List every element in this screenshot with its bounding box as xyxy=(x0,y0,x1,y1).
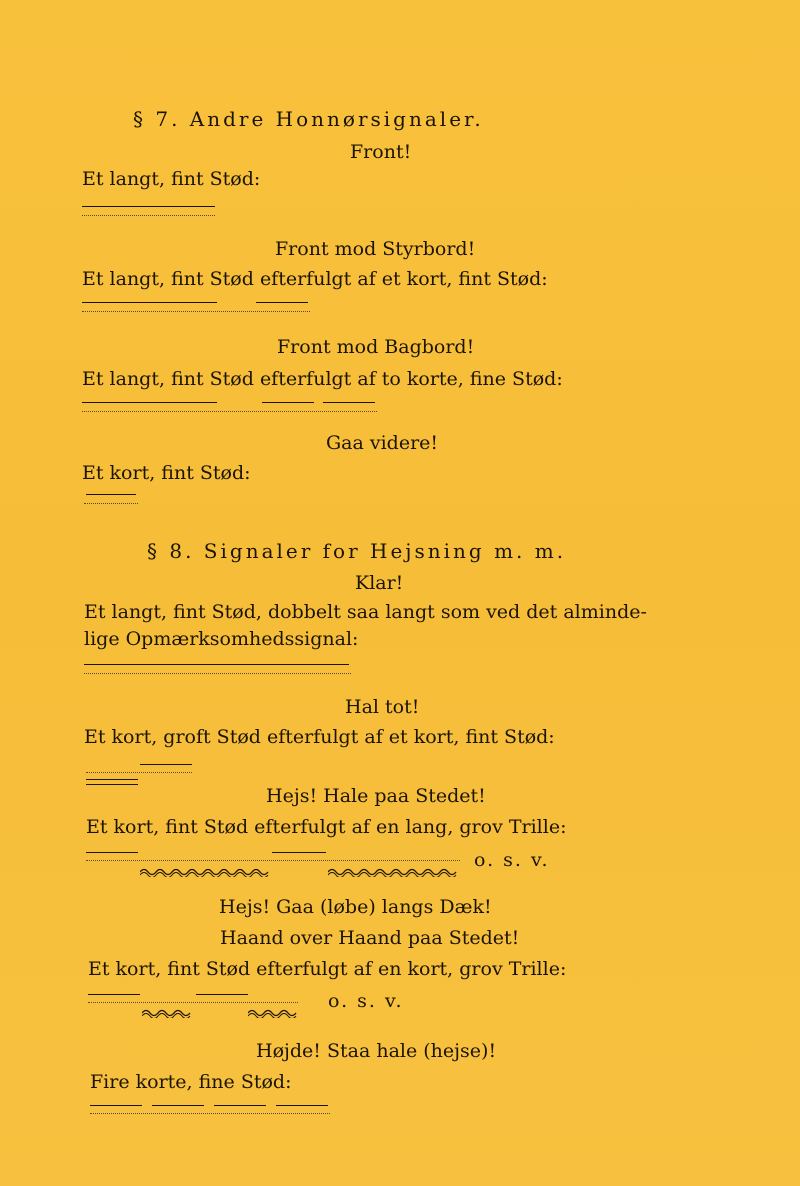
short-tone-mark xyxy=(262,402,314,403)
short-tone-mark xyxy=(272,852,326,853)
long-tone-mark xyxy=(82,206,215,207)
coarse-tone-mark xyxy=(86,779,138,785)
etc-label: o. s. v. xyxy=(474,849,550,871)
time-dots xyxy=(86,772,192,773)
short-tone-mark xyxy=(90,1105,142,1106)
signal-styrbord-name: Front mod Styrbord! xyxy=(275,238,476,260)
signal-klar-desc-line1: Et langt, fint Stød, dobbelt saa langt som ved det alminde- xyxy=(84,601,647,623)
signal-hojde-desc: Fire korte, fine Stød: xyxy=(90,1071,292,1093)
short-tone-mark xyxy=(256,302,308,303)
signal-klar-desc-line2: lige Opmærksomhedssignal: xyxy=(84,628,359,650)
signal-front-name: Front! xyxy=(350,141,412,163)
short-tone-mark xyxy=(323,402,375,403)
time-dots xyxy=(84,673,351,674)
short-tone-mark xyxy=(196,994,248,995)
signal-styrbord-desc: Et langt, fint Stød efterfulgt af et kort, fint Stød: xyxy=(82,268,548,290)
trill-wave-mark xyxy=(140,867,270,877)
section-7-heading: § 7. Andre Honnørsignaler. xyxy=(133,107,484,131)
time-dots xyxy=(90,1113,330,1114)
signal-hejs-hale-name: Hejs! Hale paa Stedet! xyxy=(266,785,486,807)
short-tone-mark xyxy=(152,1105,204,1106)
trill-wave-mark xyxy=(328,867,458,877)
signal-hojde-name: Højde! Staa hale (hejse)! xyxy=(256,1040,497,1062)
short-tone-mark xyxy=(86,494,136,495)
short-tone-mark xyxy=(86,852,138,853)
signal-videre-desc: Et kort, fint Stød: xyxy=(82,462,251,484)
long-tone-mark xyxy=(82,402,217,403)
signal-videre-name: Gaa videre! xyxy=(326,432,439,454)
extra-long-tone-mark xyxy=(84,664,349,665)
signal-haltot-name: Hal tot! xyxy=(345,696,420,718)
long-tone-mark xyxy=(82,302,217,303)
signal-bagbord-desc: Et langt, fint Stød efterfulgt af to korte, fine Stød: xyxy=(82,368,563,390)
time-dots xyxy=(82,215,215,216)
time-dots xyxy=(82,311,310,312)
signal-hejs-hale-desc: Et kort, fint Stød efterfulgt af en lang, grov Trille: xyxy=(86,816,567,838)
short-tone-mark xyxy=(214,1105,266,1106)
signal-bagbord-name: Front mod Bagbord! xyxy=(277,336,475,358)
time-dots xyxy=(88,1002,298,1003)
time-dots xyxy=(84,503,138,504)
short-tone-mark xyxy=(276,1105,328,1106)
signal-hejs-gaa-name-line1: Hejs! Gaa (løbe) langs Dæk! xyxy=(219,896,492,918)
short-tone-mark xyxy=(140,764,192,765)
signal-front-desc: Et langt, fint Stød: xyxy=(82,168,261,190)
signal-haltot-desc: Et kort, groft Stød efterfulgt af et kort, fint Stød: xyxy=(84,726,555,748)
time-dots xyxy=(86,860,460,861)
trill-wave-mark xyxy=(248,1008,300,1018)
signal-hejs-gaa-name-line2: Haand over Haand paa Stedet! xyxy=(220,927,520,949)
trill-wave-mark xyxy=(142,1008,194,1018)
etc-label: o. s. v. xyxy=(328,990,404,1012)
section-8-heading: § 8. Signaler for Hejsning m. m. xyxy=(147,539,567,563)
signal-hejs-gaa-desc: Et kort, fint Stød efterfulgt af en kort, grov Trille: xyxy=(88,958,567,980)
time-dots xyxy=(82,411,377,412)
short-tone-mark xyxy=(88,994,140,995)
signal-klar-name: Klar! xyxy=(355,572,404,594)
